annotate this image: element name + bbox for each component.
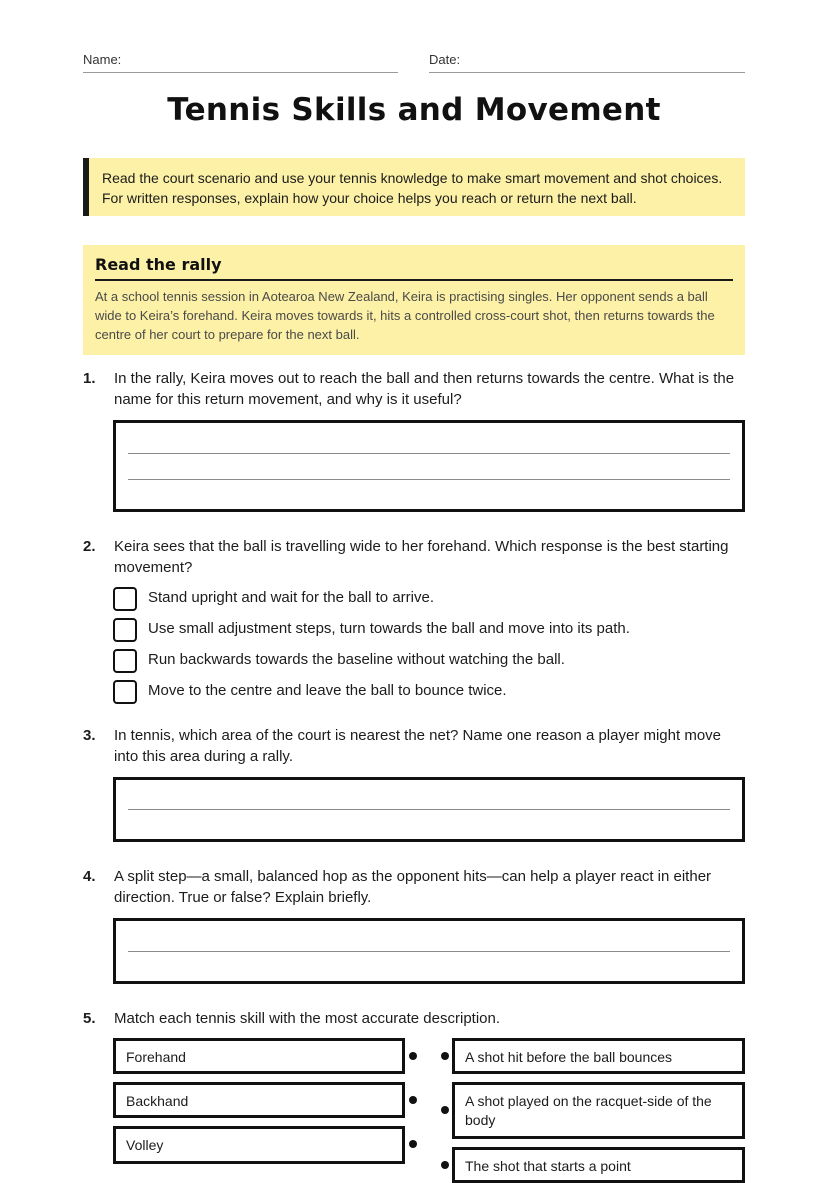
checkbox[interactable] [113,680,137,704]
answer-box-4[interactable] [113,918,745,984]
answer-box-3[interactable] [113,777,745,842]
match-dot[interactable] [409,1140,417,1148]
option-text: Stand upright and wait for the ball to arrive. [148,589,434,606]
option-2[interactable] [113,618,745,642]
match-dot[interactable] [441,1106,449,1114]
match-skill-backhand[interactable]: Backhand [113,1082,405,1118]
rally-box [83,245,745,355]
option-4[interactable] [113,680,745,704]
name-label: Name: [83,52,122,67]
header-fields [83,52,745,74]
question-3 [83,725,745,767]
question-text: Keira sees that the ball is travelling wide to her forehand. Which response is the best starting movement? [114,538,729,576]
question-number: 4. [83,868,96,885]
checkbox[interactable] [113,618,137,642]
match-description-3[interactable]: The shot that starts a point [452,1147,745,1183]
answer-line [128,479,730,480]
question-2 [83,536,745,578]
answer-line [128,453,730,454]
question-4 [83,866,745,908]
match-description-1[interactable]: A shot hit before the ball bounces [452,1038,745,1074]
question-5 [83,1008,745,1029]
question-number: 1. [83,370,96,387]
option-text: Use small adjustment steps, turn towards the ball and move into its path. [148,620,630,637]
question-text: A split step—a small, balanced hop as the opponent hits—can help a player react in either direction. True or false? Explain briefly. [114,868,712,906]
option-1[interactable] [113,587,745,611]
option-3[interactable] [113,649,745,673]
option-text: Move to the centre and leave the ball to bounce twice. [148,682,507,699]
rally-text: At a school tennis session in Aotearoa New Zealand, Keira is practising singles. Her opponent sends a ball wide to Keira’s forehand. Keira moves towards it, hits a controlled cross-court shot, then returns towards the centre of her court to prepare for the next ball. [95,289,715,342]
date-label: Date: [429,52,461,67]
match-skill-volley[interactable]: Volley [113,1126,405,1164]
rally-title: Read the rally [95,255,733,281]
question-number: 3. [83,727,96,744]
match-dot[interactable] [409,1096,417,1104]
question-1 [83,368,745,410]
answer-line [128,951,730,952]
match-dot[interactable] [441,1161,449,1169]
checkbox[interactable] [113,587,137,611]
question-text: Match each tennis skill with the most accurate description. [114,1010,501,1027]
name-field[interactable] [83,52,398,73]
match-description-2[interactable]: A shot played on the racquet-side of the body [452,1082,745,1139]
instructions-box: Read the court scenario and use your tennis knowledge to make smart movement and shot choices. For written responses, explain how your choice helps you reach or return the next ball. [83,158,745,216]
question-text: In tennis, which area of the court is nearest the net? Name one reason a player might move into this area during a rally. [114,727,722,765]
question-text: In the rally, Keira moves out to reach the ball and then returns towards the centre. What is the name for this return movement, and why is it useful? [114,370,735,408]
answer-line [128,809,730,810]
date-field[interactable] [429,52,745,73]
option-text: Run backwards towards the baseline without watching the ball. [148,651,565,668]
checkbox[interactable] [113,649,137,673]
match-dot[interactable] [441,1052,449,1060]
answer-box-1[interactable] [113,420,745,512]
question-number: 2. [83,538,96,555]
page-title: Tennis Skills and Movement [167,92,661,128]
match-skill-forehand[interactable]: Forehand [113,1038,405,1074]
question-number: 5. [83,1010,96,1027]
match-dot[interactable] [409,1052,417,1060]
